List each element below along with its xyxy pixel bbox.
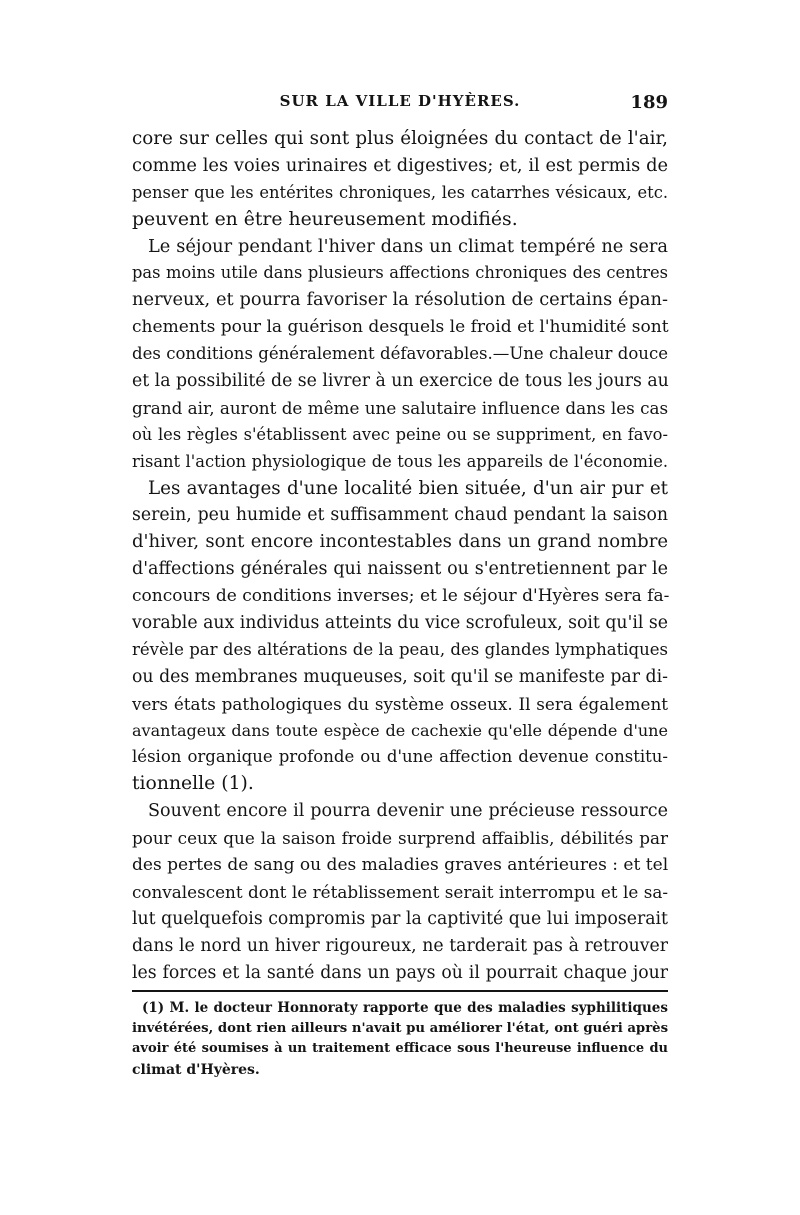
text-line: convalescent dont le rétablissement serait interrompu et le sa-	[132, 881, 668, 902]
text-line: et la possibilité de se livrer à un exercice de tous les jours au	[132, 371, 669, 392]
text-line: lut quelquefois compromis par la captivité que lui imposerait	[132, 908, 668, 929]
footnote	[132, 998, 668, 1080]
text-line: Le séjour pendant l'hiver dans un climat tempéré ne sera	[148, 235, 668, 257]
page-number: 189	[630, 92, 668, 113]
text-line: vers états pathologiques du système osseux. Il sera également	[132, 693, 668, 714]
footnote-line: climat d'Hyères.	[132, 1061, 260, 1078]
footnote-line: invétérées, dont rien ailleurs n'avait pu améliorer l'état, ont guéri après	[132, 1020, 669, 1036]
text-line: d'hiver, sont encore incontestables dans un grand nombre	[132, 531, 668, 553]
text-line: tionnelle (1).	[132, 773, 254, 795]
text-line: risant l'action physiologique de tous les appareils de l'économie.	[132, 451, 668, 471]
text-line: pour ceux que la saison froide surprend affaiblis, débilités par	[132, 828, 668, 849]
text-line: Les avantages d'une localité bien située, d'un air pur et	[148, 477, 668, 499]
text-line: pas moins utile dans plusieurs affections chroniques des centres	[132, 263, 668, 283]
text-line: lésion organique profonde ou d'une affection devenue constitu-	[132, 747, 668, 767]
text-line: core sur celles qui sont plus éloignées du contact de l'air,	[132, 128, 668, 149]
text-line: serein, peu humide et suffisamment chaud pendant la saison	[132, 505, 668, 526]
text-line: des conditions généralement défavorables.—Une chaleur douce	[132, 344, 668, 364]
text-line: peuvent en être heureusement modifiés.	[132, 208, 518, 230]
text-line: Souvent encore il pourra devenir une précieuse ressource	[148, 801, 668, 822]
body-text	[132, 126, 668, 987]
running-title: SUR LA VILLE D'HYÈRES.	[279, 92, 521, 110]
running-head	[132, 92, 668, 120]
text-line: dans le nord un hiver rigoureux, ne tarderait pas à retrouver	[132, 935, 668, 956]
footnote-rule	[132, 990, 668, 992]
text-line: nerveux, et pourra favoriser la résolution de certains épan-	[132, 289, 668, 311]
text-line: ou des membranes muqueuses, soit qu'il se manifeste par di-	[132, 666, 668, 687]
footnote-line: (1) M. le docteur Honnoraty rapporte que des maladies syphilitiques	[142, 1000, 668, 1016]
text-line: avantageux dans toute espèce de cachexie qu'elle dépende d'une	[132, 720, 668, 740]
text-line: révèle par des altérations de la peau, des glandes lymphatiques	[132, 639, 668, 659]
text-line: concours de conditions inverses; et le séjour d'Hyères sera fa-	[132, 586, 670, 607]
text-line: vorable aux individus atteints du vice scrofuleux, soit qu'il se	[132, 613, 668, 634]
text-line: des pertes de sang ou des maladies graves antérieures : et tel	[132, 855, 669, 876]
text-line: comme les voies urinaires et digestives; et, il est permis de	[132, 154, 668, 176]
footnote-line: avoir été soumises à un traitement efficace sous l'heureuse influence du	[132, 1041, 668, 1056]
text-line: les forces et la santé dans un pays où il pourrait chaque jour	[132, 962, 668, 983]
text-line: d'affections générales qui naissent ou s'entretiennent par le	[132, 559, 668, 580]
text-line: grand air, auront de même une salutaire influence dans les cas	[132, 397, 669, 418]
text-line: où les règles s'établissent avec peine ou se suppriment, en favo-	[132, 424, 668, 444]
text-line: penser que les entérites chroniques, les catarrhes vésicaux, etc.	[132, 182, 668, 202]
text-line: chements pour la guérison desquels le froid et l'humidité sont	[132, 317, 669, 338]
